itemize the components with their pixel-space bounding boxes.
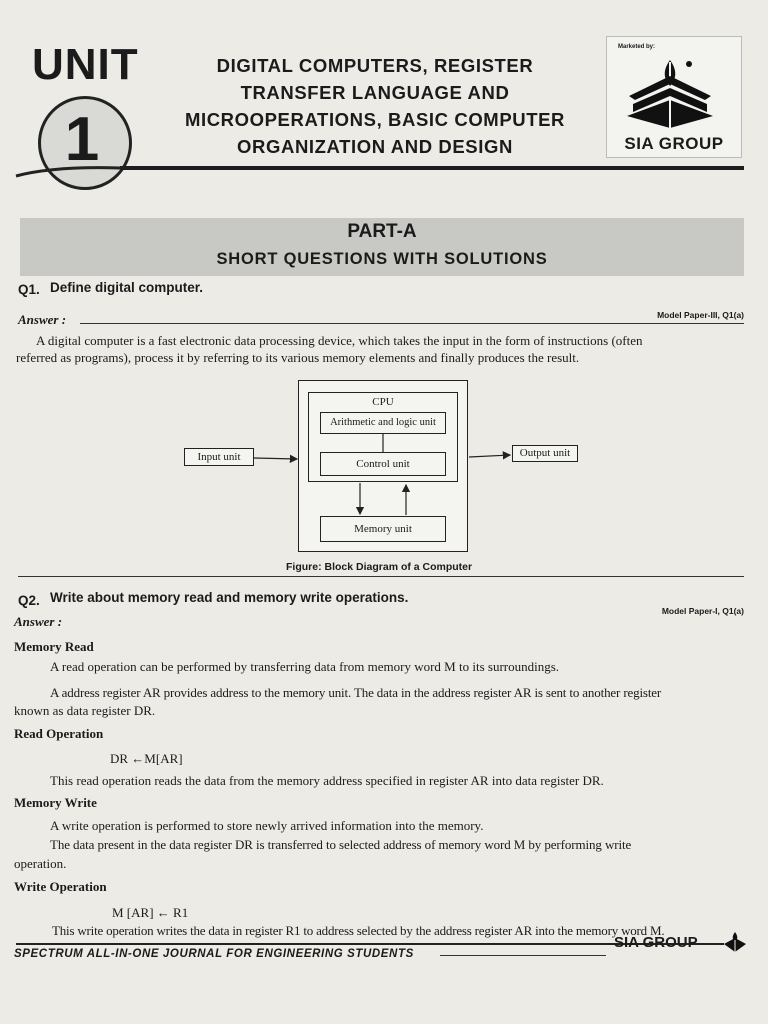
- footer-book-logo-icon: [722, 930, 748, 954]
- q2-number: Q2.: [18, 593, 40, 608]
- memory-read-para: A read operation can be performed by transferring data from memory word M to its surroundings.: [50, 659, 560, 674]
- write-formula: M [AR] ← R1: [112, 905, 189, 920]
- unit-title-line: TRANSFER LANGUAGE AND: [240, 82, 510, 103]
- part-subtitle: SHORT QUESTIONS WITH SOLUTIONS: [216, 250, 548, 268]
- memory-unit-box: Memory unit: [320, 516, 446, 542]
- part-title: PART-A: [347, 221, 417, 242]
- q1-para-line: referred as programs), process it by referring to its various memory elements and finally produces the result.: [16, 350, 580, 365]
- publisher-brand: SIA GROUP: [624, 134, 724, 153]
- memory-write-para: operation.: [14, 856, 67, 871]
- unit-title-line: DIGITAL COMPUTERS, REGISTER: [216, 55, 534, 76]
- footer-journal-name: SPECTRUM ALL-IN-ONE JOURNAL FOR ENGINEERING STUDENTS: [14, 948, 414, 960]
- read-operation-heading: Read Operation: [14, 726, 104, 741]
- unit-number: 1: [64, 105, 100, 174]
- memory-write-para: The data present in the data register DR is transferred to selected address of memory word M by performing write: [50, 837, 632, 852]
- read-description: This read operation reads the data from the memory address specified in register AR into data register DR.: [50, 773, 604, 788]
- unit-title-line: ORGANIZATION AND DESIGN: [237, 136, 513, 157]
- write-operation-heading: Write Operation: [14, 879, 107, 894]
- q1-para-line: A digital computer is a fast electronic data processing device, which takes the input in the form of instructions (often: [36, 333, 643, 348]
- unit-label: UNIT: [32, 40, 139, 89]
- marketed-by-label: Marketed by:: [618, 44, 656, 50]
- memory-write-para: A write operation is performed to store newly arrived information into the memory.: [50, 818, 484, 833]
- memory-write-heading: Memory Write: [14, 795, 97, 810]
- input-unit-box: Input unit: [184, 448, 254, 466]
- figure-caption: Figure: Block Diagram of a Computer: [286, 561, 473, 573]
- footer-brand: SIA GROUP: [614, 934, 698, 951]
- memory-read-para: known as data register DR.: [14, 703, 156, 718]
- unit-title-line: MICROOPERATIONS, BASIC COMPUTER: [184, 109, 566, 130]
- control-unit-box: Control unit: [320, 452, 446, 476]
- alu-box: Arithmetic and logic unit: [320, 412, 446, 434]
- q1-model-ref: Model Paper-III, Q1(a): [657, 310, 744, 320]
- q2-answer-label: Answer :: [14, 614, 63, 629]
- output-unit-box: Output unit: [512, 445, 578, 462]
- q1-number: Q1.: [18, 282, 40, 297]
- q1-answer-label: Answer :: [18, 312, 67, 327]
- q1-question: Define digital computer.: [50, 280, 204, 295]
- read-formula: DR ←M[AR]: [110, 751, 183, 766]
- q2-model-ref: Model Paper-I, Q1(a): [661, 606, 744, 616]
- output-arrow: [469, 455, 510, 457]
- write-description: This write operation writes the data in register R1 to address selected by the address register AR into the memory word M.: [52, 923, 665, 938]
- q1-end-rule: [18, 576, 744, 577]
- footer-line: [440, 955, 606, 956]
- input-arrow: [254, 458, 297, 459]
- memory-read-heading: Memory Read: [14, 639, 94, 654]
- cpu-label: CPU: [372, 396, 394, 408]
- q2-question: Write about memory read and memory write operations.: [50, 590, 409, 605]
- memory-read-para: A address register AR provides address to the memory unit. The data in the address register AR is sent to another register: [50, 685, 662, 700]
